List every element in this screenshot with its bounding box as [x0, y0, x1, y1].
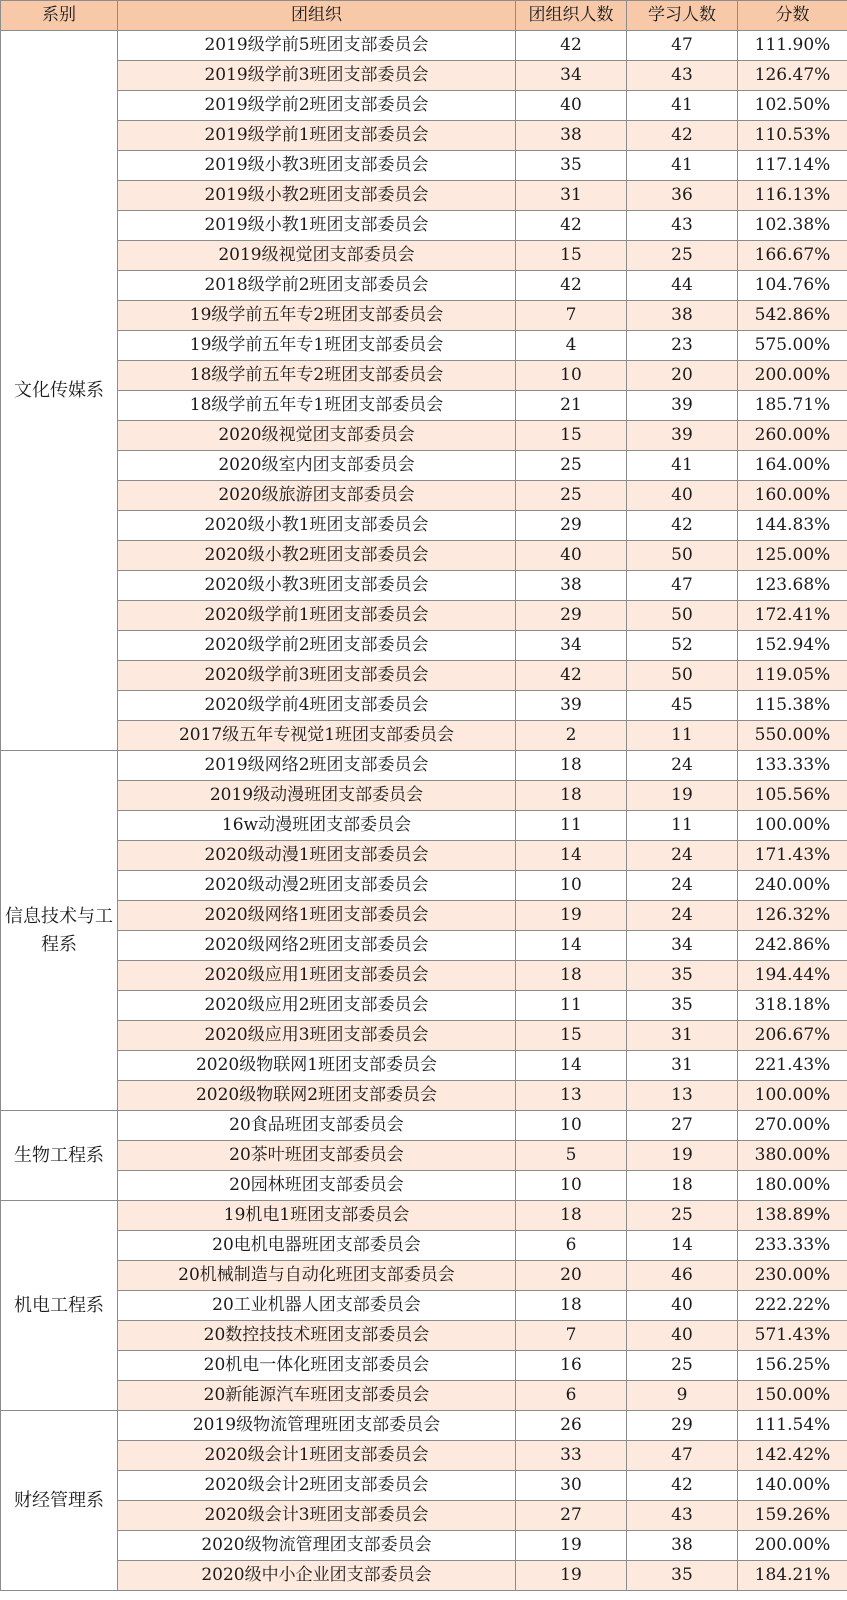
member-count-cell: 10: [516, 1171, 627, 1201]
study-count-cell: 40: [627, 1291, 738, 1321]
organization-cell: 2020级网络2班团支部委员会: [118, 931, 516, 961]
study-count-cell: 19: [627, 781, 738, 811]
organization-cell: 2019级物流管理班团支部委员会: [118, 1411, 516, 1441]
score-cell: 126.32%: [738, 901, 847, 931]
table-row: [1, 931, 847, 961]
score-cell: 200.00%: [738, 1531, 847, 1561]
table-row: [1, 151, 847, 181]
table-row: [1, 241, 847, 271]
table-row: [1, 1021, 847, 1051]
study-count-cell: 38: [627, 1531, 738, 1561]
organization-cell: 2019级学前1班团支部委员会: [118, 121, 516, 151]
score-cell: 164.00%: [738, 451, 847, 481]
organization-cell: 2018级学前2班团支部委员会: [118, 271, 516, 301]
organization-cell: 2020级学前1班团支部委员会: [118, 601, 516, 631]
score-cell: 318.18%: [738, 991, 847, 1021]
score-cell: 111.90%: [738, 31, 847, 61]
header-member-count: 团组织人数: [516, 1, 627, 31]
organization-cell: 2019级动漫班团支部委员会: [118, 781, 516, 811]
study-count-cell: 14: [627, 1231, 738, 1261]
study-count-cell: 20: [627, 361, 738, 391]
study-count-cell: 19: [627, 1141, 738, 1171]
member-count-cell: 38: [516, 571, 627, 601]
member-count-cell: 20: [516, 1261, 627, 1291]
study-count-cell: 47: [627, 1441, 738, 1471]
table-row: [1, 1531, 847, 1561]
department-cell: 生物工程系: [1, 1111, 118, 1201]
table-row: [1, 841, 847, 871]
score-cell: 126.47%: [738, 61, 847, 91]
study-count-cell: 45: [627, 691, 738, 721]
score-cell: 123.68%: [738, 571, 847, 601]
table-row: [1, 181, 847, 211]
organization-cell: 2020级物联网2班团支部委员会: [118, 1081, 516, 1111]
table-row: [1, 1291, 847, 1321]
table-row: [1, 211, 847, 241]
member-count-cell: 42: [516, 31, 627, 61]
score-cell: 571.43%: [738, 1321, 847, 1351]
organization-cell: 2019级小教3班团支部委员会: [118, 151, 516, 181]
organization-cell: 20园林班团支部委员会: [118, 1171, 516, 1201]
study-count-cell: 29: [627, 1411, 738, 1441]
organization-cell: 2020级会计3班团支部委员会: [118, 1501, 516, 1531]
study-count-cell: 34: [627, 931, 738, 961]
member-count-cell: 39: [516, 691, 627, 721]
table-row: [1, 451, 847, 481]
table-row: [1, 991, 847, 1021]
table-row: [1, 1171, 847, 1201]
organization-cell: 16w动漫班团支部委员会: [118, 811, 516, 841]
score-cell: 166.67%: [738, 241, 847, 271]
study-count-cell: 13: [627, 1081, 738, 1111]
organization-cell: 19级学前五年专1班团支部委员会: [118, 331, 516, 361]
organization-cell: 2020级应用1班团支部委员会: [118, 961, 516, 991]
study-count-cell: 27: [627, 1111, 738, 1141]
member-count-cell: 14: [516, 841, 627, 871]
organization-cell: 18级学前五年专1班团支部委员会: [118, 391, 516, 421]
score-cell: 144.83%: [738, 511, 847, 541]
organization-cell: 2020级动漫1班团支部委员会: [118, 841, 516, 871]
table-row: [1, 631, 847, 661]
member-count-cell: 42: [516, 211, 627, 241]
study-count-cell: 18: [627, 1171, 738, 1201]
member-count-cell: 13: [516, 1081, 627, 1111]
score-cell: 575.00%: [738, 331, 847, 361]
study-count-cell: 38: [627, 301, 738, 331]
table-row: [1, 811, 847, 841]
member-count-cell: 7: [516, 1321, 627, 1351]
study-count-cell: 23: [627, 331, 738, 361]
member-count-cell: 10: [516, 871, 627, 901]
department-cell: 财经管理系: [1, 1411, 118, 1591]
table-row: [1, 601, 847, 631]
table-row: [1, 1381, 847, 1411]
organization-cell: 20机电一体化班团支部委员会: [118, 1351, 516, 1381]
study-count-cell: 41: [627, 451, 738, 481]
table-row: [1, 1201, 847, 1231]
score-cell: 104.76%: [738, 271, 847, 301]
member-count-cell: 35: [516, 151, 627, 181]
organization-cell: 19级学前五年专2班团支部委员会: [118, 301, 516, 331]
member-count-cell: 16: [516, 1351, 627, 1381]
table-row: [1, 1441, 847, 1471]
table-row: [1, 661, 847, 691]
study-count-cell: 24: [627, 751, 738, 781]
member-count-cell: 40: [516, 91, 627, 121]
organization-cell: 2020级动漫2班团支部委员会: [118, 871, 516, 901]
table-row: [1, 391, 847, 421]
member-count-cell: 19: [516, 901, 627, 931]
organization-cell: 2020级小教2班团支部委员会: [118, 541, 516, 571]
table-row: [1, 1501, 847, 1531]
score-cell: 102.38%: [738, 211, 847, 241]
department-cell: 文化传媒系: [1, 31, 118, 751]
table-row: [1, 31, 847, 61]
study-count-cell: 43: [627, 61, 738, 91]
member-count-cell: 10: [516, 1111, 627, 1141]
organization-cell: 2019级学前5班团支部委员会: [118, 31, 516, 61]
study-count-cell: 41: [627, 151, 738, 181]
organization-cell: 20数控技技术班团支部委员会: [118, 1321, 516, 1351]
study-count-cell: 44: [627, 271, 738, 301]
study-count-cell: 11: [627, 811, 738, 841]
member-count-cell: 15: [516, 241, 627, 271]
score-cell: 105.56%: [738, 781, 847, 811]
score-cell: 125.00%: [738, 541, 847, 571]
table-row: [1, 1141, 847, 1171]
study-count-cell: 43: [627, 1501, 738, 1531]
organization-cell: 20工业机器人团支部委员会: [118, 1291, 516, 1321]
member-count-cell: 31: [516, 181, 627, 211]
study-count-cell: 39: [627, 391, 738, 421]
header-study-count: 学习人数: [627, 1, 738, 31]
score-cell: 184.21%: [738, 1561, 847, 1591]
study-count-cell: 50: [627, 601, 738, 631]
score-cell: 156.25%: [738, 1351, 847, 1381]
score-cell: 100.00%: [738, 1081, 847, 1111]
member-count-cell: 34: [516, 631, 627, 661]
member-count-cell: 18: [516, 1291, 627, 1321]
score-cell: 242.86%: [738, 931, 847, 961]
score-cell: 230.00%: [738, 1261, 847, 1291]
organization-cell: 2019级小教2班团支部委员会: [118, 181, 516, 211]
table-row: [1, 511, 847, 541]
organization-cell: 2017级五年专视觉1班团支部委员会: [118, 721, 516, 751]
score-cell: 260.00%: [738, 421, 847, 451]
score-cell: 115.38%: [738, 691, 847, 721]
study-count-cell: 24: [627, 901, 738, 931]
organization-cell: 2019级视觉团支部委员会: [118, 241, 516, 271]
member-count-cell: 2: [516, 721, 627, 751]
organization-cell: 2020级视觉团支部委员会: [118, 421, 516, 451]
table-row: [1, 1351, 847, 1381]
organization-cell: 20茶叶班团支部委员会: [118, 1141, 516, 1171]
department-cell: 机电工程系: [1, 1201, 118, 1411]
score-cell: 185.71%: [738, 391, 847, 421]
table-row: [1, 691, 847, 721]
table-row: [1, 481, 847, 511]
table-row: [1, 121, 847, 151]
study-count-cell: 47: [627, 31, 738, 61]
member-count-cell: 18: [516, 961, 627, 991]
member-count-cell: 40: [516, 541, 627, 571]
table-row: [1, 301, 847, 331]
organization-cell: 2020级应用3班团支部委员会: [118, 1021, 516, 1051]
table-row: [1, 871, 847, 901]
organization-cell: 2019级学前2班团支部委员会: [118, 91, 516, 121]
member-count-cell: 27: [516, 1501, 627, 1531]
study-count-cell: 25: [627, 1351, 738, 1381]
score-cell: 222.22%: [738, 1291, 847, 1321]
member-count-cell: 21: [516, 391, 627, 421]
score-cell: 221.43%: [738, 1051, 847, 1081]
study-count-cell: 39: [627, 421, 738, 451]
study-count-cell: 31: [627, 1021, 738, 1051]
score-cell: 102.50%: [738, 91, 847, 121]
table-row: [1, 61, 847, 91]
score-cell: 138.89%: [738, 1201, 847, 1231]
organization-cell: 2020级物联网1班团支部委员会: [118, 1051, 516, 1081]
organization-cell: 2019级网络2班团支部委员会: [118, 751, 516, 781]
table-row: [1, 1411, 847, 1441]
study-count-cell: 35: [627, 1561, 738, 1591]
table-row: [1, 901, 847, 931]
score-cell: 142.42%: [738, 1441, 847, 1471]
score-cell: 119.05%: [738, 661, 847, 691]
member-count-cell: 29: [516, 511, 627, 541]
score-cell: 150.00%: [738, 1381, 847, 1411]
study-count-cell: 36: [627, 181, 738, 211]
study-count-cell: 25: [627, 241, 738, 271]
member-count-cell: 25: [516, 481, 627, 511]
member-count-cell: 14: [516, 1051, 627, 1081]
member-count-cell: 30: [516, 1471, 627, 1501]
study-count-cell: 42: [627, 121, 738, 151]
table-row: [1, 1111, 847, 1141]
study-count-cell: 46: [627, 1261, 738, 1291]
table-row: [1, 271, 847, 301]
score-cell: 200.00%: [738, 361, 847, 391]
study-count-cell: 25: [627, 1201, 738, 1231]
organization-cell: 2020级学前3班团支部委员会: [118, 661, 516, 691]
member-count-cell: 6: [516, 1381, 627, 1411]
member-count-cell: 11: [516, 991, 627, 1021]
organization-cell: 2020级小教1班团支部委员会: [118, 511, 516, 541]
study-count-cell: 52: [627, 631, 738, 661]
score-cell: 133.33%: [738, 751, 847, 781]
organization-cell: 2020级会计1班团支部委员会: [118, 1441, 516, 1471]
table-row: [1, 91, 847, 121]
score-cell: 380.00%: [738, 1141, 847, 1171]
organization-cell: 2020级旅游团支部委员会: [118, 481, 516, 511]
member-count-cell: 42: [516, 271, 627, 301]
member-count-cell: 5: [516, 1141, 627, 1171]
table-row: [1, 361, 847, 391]
study-count-cell: 40: [627, 481, 738, 511]
member-count-cell: 34: [516, 61, 627, 91]
header-organization: 团组织: [118, 1, 516, 31]
organization-cell: 2019级小教1班团支部委员会: [118, 211, 516, 241]
score-cell: 111.54%: [738, 1411, 847, 1441]
study-count-cell: 31: [627, 1051, 738, 1081]
table-body: [1, 31, 847, 1591]
header-score: 分数: [738, 1, 847, 31]
study-count-cell: 50: [627, 661, 738, 691]
study-count-cell: 35: [627, 991, 738, 1021]
table-row: [1, 1471, 847, 1501]
organization-cell: 2020级网络1班团支部委员会: [118, 901, 516, 931]
score-cell: 240.00%: [738, 871, 847, 901]
score-cell: 550.00%: [738, 721, 847, 751]
member-count-cell: 18: [516, 1201, 627, 1231]
score-cell: 172.41%: [738, 601, 847, 631]
score-cell: 542.86%: [738, 301, 847, 331]
study-count-cell: 42: [627, 1471, 738, 1501]
study-count-cell: 24: [627, 871, 738, 901]
member-count-cell: 19: [516, 1561, 627, 1591]
member-count-cell: 15: [516, 1021, 627, 1051]
organization-cell: 18级学前五年专2班团支部委员会: [118, 361, 516, 391]
table-row: [1, 751, 847, 781]
study-count-cell: 42: [627, 511, 738, 541]
organization-cell: 2020级会计2班团支部委员会: [118, 1471, 516, 1501]
organization-cell: 2020级小教3班团支部委员会: [118, 571, 516, 601]
study-count-cell: 11: [627, 721, 738, 751]
table-row: [1, 1051, 847, 1081]
score-cell: 206.67%: [738, 1021, 847, 1051]
member-count-cell: 11: [516, 811, 627, 841]
table-row: [1, 571, 847, 601]
score-cell: 160.00%: [738, 481, 847, 511]
table-row: [1, 1231, 847, 1261]
study-count-cell: 9: [627, 1381, 738, 1411]
study-count-cell: 41: [627, 91, 738, 121]
table-row: [1, 721, 847, 751]
member-count-cell: 33: [516, 1441, 627, 1471]
member-count-cell: 26: [516, 1411, 627, 1441]
member-count-cell: 14: [516, 931, 627, 961]
organization-cell: 2019级学前3班团支部委员会: [118, 61, 516, 91]
organization-cell: 19机电1班团支部委员会: [118, 1201, 516, 1231]
score-cell: 140.00%: [738, 1471, 847, 1501]
score-cell: 159.26%: [738, 1501, 847, 1531]
score-cell: 180.00%: [738, 1171, 847, 1201]
table-row: [1, 781, 847, 811]
study-count-cell: 40: [627, 1321, 738, 1351]
score-cell: 152.94%: [738, 631, 847, 661]
table-row: [1, 1261, 847, 1291]
organization-cell: 2020级室内团支部委员会: [118, 451, 516, 481]
organization-cell: 2020级中小企业团支部委员会: [118, 1561, 516, 1591]
member-count-cell: 7: [516, 301, 627, 331]
member-count-cell: 29: [516, 601, 627, 631]
organization-cell: 2020级应用2班团支部委员会: [118, 991, 516, 1021]
study-count-cell: 43: [627, 211, 738, 241]
study-count-cell: 35: [627, 961, 738, 991]
score-cell: 110.53%: [738, 121, 847, 151]
score-cell: 171.43%: [738, 841, 847, 871]
member-count-cell: 15: [516, 421, 627, 451]
member-count-cell: 19: [516, 1531, 627, 1561]
table-row: [1, 331, 847, 361]
score-cell: 100.00%: [738, 811, 847, 841]
member-count-cell: 42: [516, 661, 627, 691]
member-count-cell: 25: [516, 451, 627, 481]
study-count-cell: 47: [627, 571, 738, 601]
organization-cell: 2020级物流管理团支部委员会: [118, 1531, 516, 1561]
organization-cell: 20食品班团支部委员会: [118, 1111, 516, 1141]
score-cell: 233.33%: [738, 1231, 847, 1261]
organization-cell: 20新能源汽车班团支部委员会: [118, 1381, 516, 1411]
organization-cell: 2020级学前2班团支部委员会: [118, 631, 516, 661]
department-cell: 信息技术与工程系: [1, 751, 118, 1111]
header-department: 系别: [1, 1, 118, 31]
member-count-cell: 4: [516, 331, 627, 361]
member-count-cell: 10: [516, 361, 627, 391]
table-row: [1, 541, 847, 571]
header-row: [1, 1, 847, 31]
score-cell: 116.13%: [738, 181, 847, 211]
study-count-cell: 50: [627, 541, 738, 571]
score-cell: 270.00%: [738, 1111, 847, 1141]
member-count-cell: 38: [516, 121, 627, 151]
score-cell: 117.14%: [738, 151, 847, 181]
member-count-cell: 18: [516, 751, 627, 781]
table-row: [1, 421, 847, 451]
member-count-cell: 18: [516, 781, 627, 811]
organization-cell: 20电机电器班团支部委员会: [118, 1231, 516, 1261]
table-row: [1, 961, 847, 991]
table-row: [1, 1321, 847, 1351]
table-row: [1, 1561, 847, 1591]
study-count-cell: 24: [627, 841, 738, 871]
organization-cell: 20机械制造与自动化班团支部委员会: [118, 1261, 516, 1291]
score-cell: 194.44%: [738, 961, 847, 991]
table-row: [1, 1081, 847, 1111]
member-count-cell: 6: [516, 1231, 627, 1261]
organization-cell: 2020级学前4班团支部委员会: [118, 691, 516, 721]
